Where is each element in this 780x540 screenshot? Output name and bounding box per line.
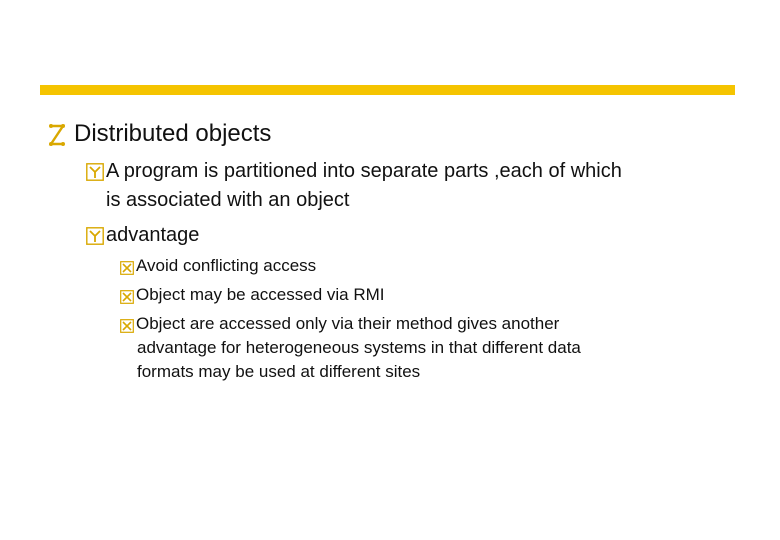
subpoint-text: Object may be accessed via RMI xyxy=(136,285,385,304)
subpoint-row xyxy=(120,314,559,334)
z-bullet-icon xyxy=(48,124,66,146)
heading-row xyxy=(48,120,271,148)
title-accent-bar xyxy=(40,85,735,95)
x-box-bullet-icon xyxy=(120,318,134,332)
subpoint-row xyxy=(120,285,384,305)
y-bullet-icon xyxy=(86,227,104,245)
x-box-bullet-icon xyxy=(120,260,134,274)
subpoint-text: Object are accessed only via their method gives another xyxy=(136,314,560,333)
slide-heading: Distributed objects xyxy=(74,120,272,147)
y-bullet-icon xyxy=(86,163,104,181)
subpoint-text: Avoid conflicting access xyxy=(136,256,317,275)
point-text: A program is partitioned into separate parts ,each of which xyxy=(106,160,622,182)
subpoint-text-continued: formats may be used at different sites xyxy=(137,362,421,381)
subpoint-row xyxy=(120,256,316,276)
subpoint-text-continued: advantage for heterogeneous systems in that different data xyxy=(137,338,581,357)
x-box-bullet-icon xyxy=(120,289,134,303)
point-row xyxy=(86,224,199,247)
point-text-continued: is associated with an object xyxy=(106,189,350,211)
point-row xyxy=(86,160,622,183)
point-text: advantage xyxy=(106,224,200,246)
